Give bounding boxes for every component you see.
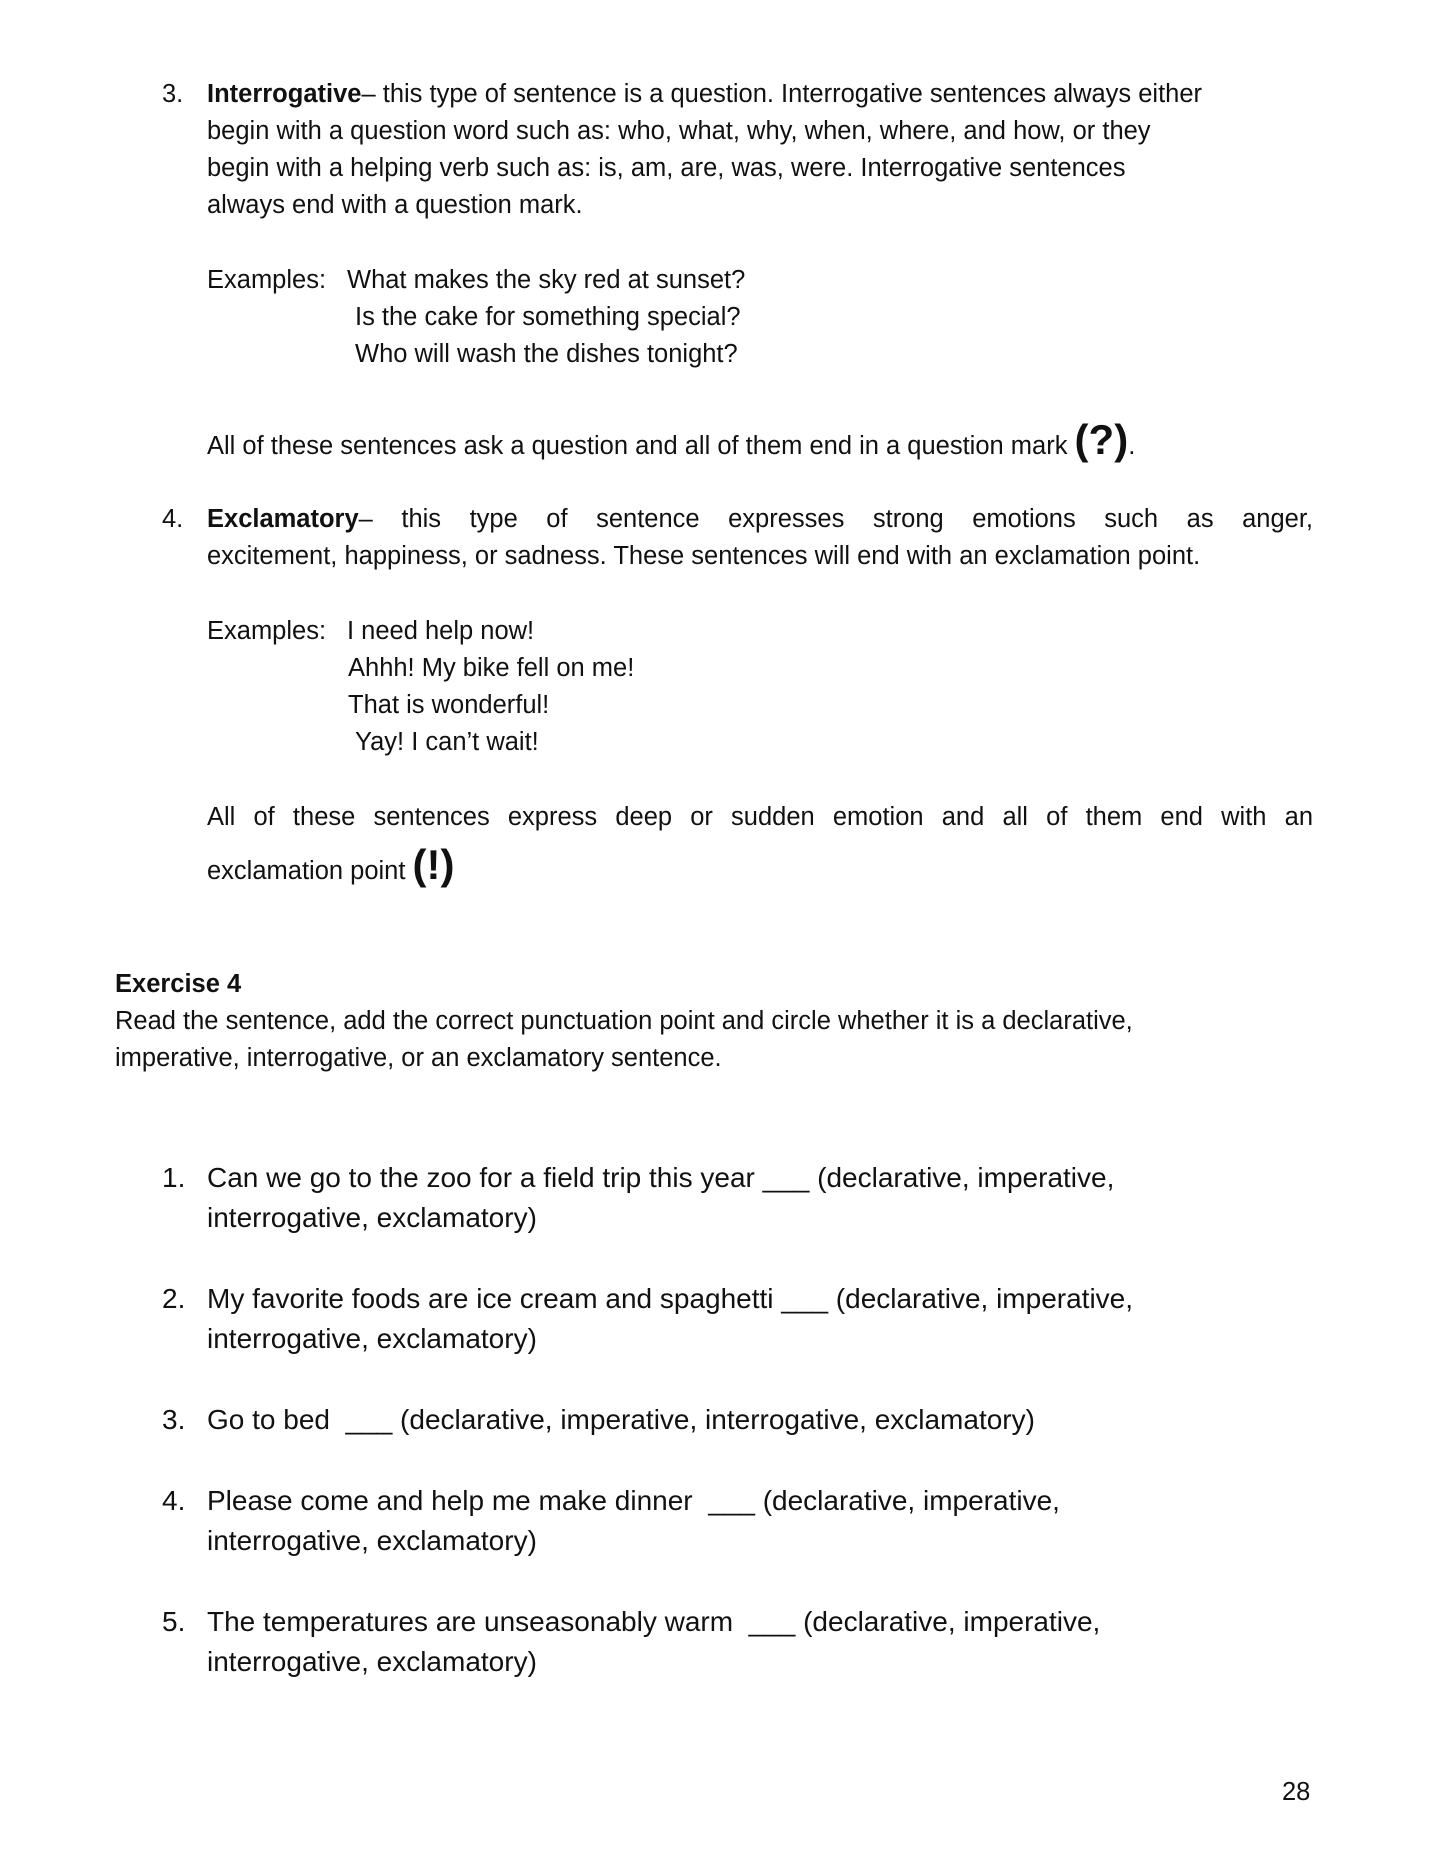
interrogative-example-3: Who will wash the dishes tonight? [355, 340, 738, 368]
exercise-item-4 [207, 1481, 1060, 1521]
exercise-item-2-number: 2. [162, 1283, 186, 1314]
exclamatory-example-2: Ahhh! My bike fell on me! [348, 654, 635, 682]
exercise-item-1-options: (declarative, imperative, [817, 1162, 1115, 1193]
interrogative-example-2: Is the cake for something special? [355, 303, 741, 331]
interrogative-definition-start: – this type of sentence is a question. Interrogative sentences always either [361, 80, 1203, 108]
exercise-item-3-number: 3. [162, 1404, 186, 1435]
interrogative-line-2: begin with a question word such as: who, what, why, when, where, and how, or they [207, 117, 1151, 145]
interrogative-line-3: begin with a helping verb such as: is, am, are, was, were. Interrogative sentences [207, 154, 1126, 182]
interrogative-example-1: What makes the sky red at sunset? [347, 266, 746, 294]
exercise-item-3-blank[interactable]: ___ [345, 1404, 393, 1435]
exercise-item-4-number: 4. [162, 1485, 186, 1516]
exercise-item-3-options: (declarative, imperative, interrogative, exclamatory) [400, 1404, 1035, 1435]
interrogative-line-4: always end with a question mark. [207, 191, 583, 219]
exclamatory-summary-line-1: All of these sentences express deep or sudden emotion and all of them end with an [207, 803, 1313, 831]
exclamatory-example-3: That is wonderful! [348, 691, 550, 719]
exclamatory-example-1: I need help now! [347, 617, 535, 645]
exercise-item-4-options: (declarative, imperative, [762, 1485, 1060, 1516]
interrogative-first-line [207, 76, 1202, 113]
exercise-item-5-blank[interactable]: ___ [748, 1606, 796, 1637]
exercise-instructions-line-2: imperative, interrogative, or an exclamatory sentence. [115, 1044, 722, 1072]
exclamatory-examples-label: Examples: [207, 617, 327, 645]
exercise-item-1-blank[interactable]: ___ [762, 1162, 810, 1193]
exclamatory-summary-line-2 [207, 841, 455, 890]
exercise-item-1-options-cont: interrogative, exclamatory) [207, 1202, 537, 1233]
exercise-item-5-options: (declarative, imperative, [803, 1606, 1101, 1637]
exercise-item-3-sentence: Go to bed [207, 1404, 330, 1435]
exclamatory-example-4: Yay! I can’t wait! [355, 728, 539, 756]
exercise-item-1-number: 1. [162, 1162, 186, 1193]
exclamatory-summary-text: exclamation point [207, 857, 406, 885]
exclamation-point-symbol: (!) [412, 841, 455, 888]
interrogative-summary-text: All of these sentences ask a question and all of them end in a question mark [207, 432, 1068, 460]
interrogative-summary-end: . [1128, 432, 1136, 460]
page-number: 28 [1282, 1778, 1311, 1806]
exercise-item-5-number: 5. [162, 1606, 186, 1637]
interrogative-term: Interrogative [207, 80, 362, 108]
exclamatory-number: 4. [162, 505, 184, 533]
exercise-item-4-options-cont: interrogative, exclamatory) [207, 1525, 537, 1556]
exercise-item-1-sentence: Can we go to the zoo for a field trip this year [207, 1162, 755, 1193]
exercise-item-2-sentence: My favorite foods are ice cream and spaghetti [207, 1283, 774, 1314]
question-mark-symbol: (?) [1074, 416, 1129, 463]
exercise-title: Exercise 4 [115, 970, 242, 998]
interrogative-summary [207, 416, 1136, 465]
exercise-item-5-options-cont: interrogative, exclamatory) [207, 1646, 537, 1677]
exercise-item-5 [207, 1602, 1100, 1642]
exercise-instructions-line-1: Read the sentence, add the correct punctuation point and circle whether it is a declarative, [115, 1007, 1133, 1035]
exercise-item-3 [207, 1400, 1035, 1440]
exercise-item-2-options-cont: interrogative, exclamatory) [207, 1323, 537, 1354]
exercise-item-5-sentence: The temperatures are unseasonably warm [207, 1606, 734, 1637]
interrogative-number: 3. [162, 80, 184, 108]
exclamatory-first-line [207, 501, 1313, 538]
exercise-item-2-blank[interactable]: ___ [781, 1283, 829, 1314]
exercise-item-1 [207, 1158, 1114, 1198]
exercise-item-2 [207, 1279, 1133, 1319]
exclamatory-term: Exclamatory [207, 505, 359, 533]
exclamatory-line-2: excitement, happiness, or sadness. These sentences will end with an exclamation point. [207, 542, 1201, 570]
interrogative-examples-label: Examples: [207, 266, 327, 294]
exercise-item-4-sentence: Please come and help me make dinner [207, 1485, 693, 1516]
exclamatory-definition-start: – this type of sentence expresses strong emotions such as anger, [358, 505, 1313, 533]
exercise-item-2-options: (declarative, imperative, [835, 1283, 1134, 1314]
exercise-item-4-blank[interactable]: ___ [708, 1485, 755, 1516]
